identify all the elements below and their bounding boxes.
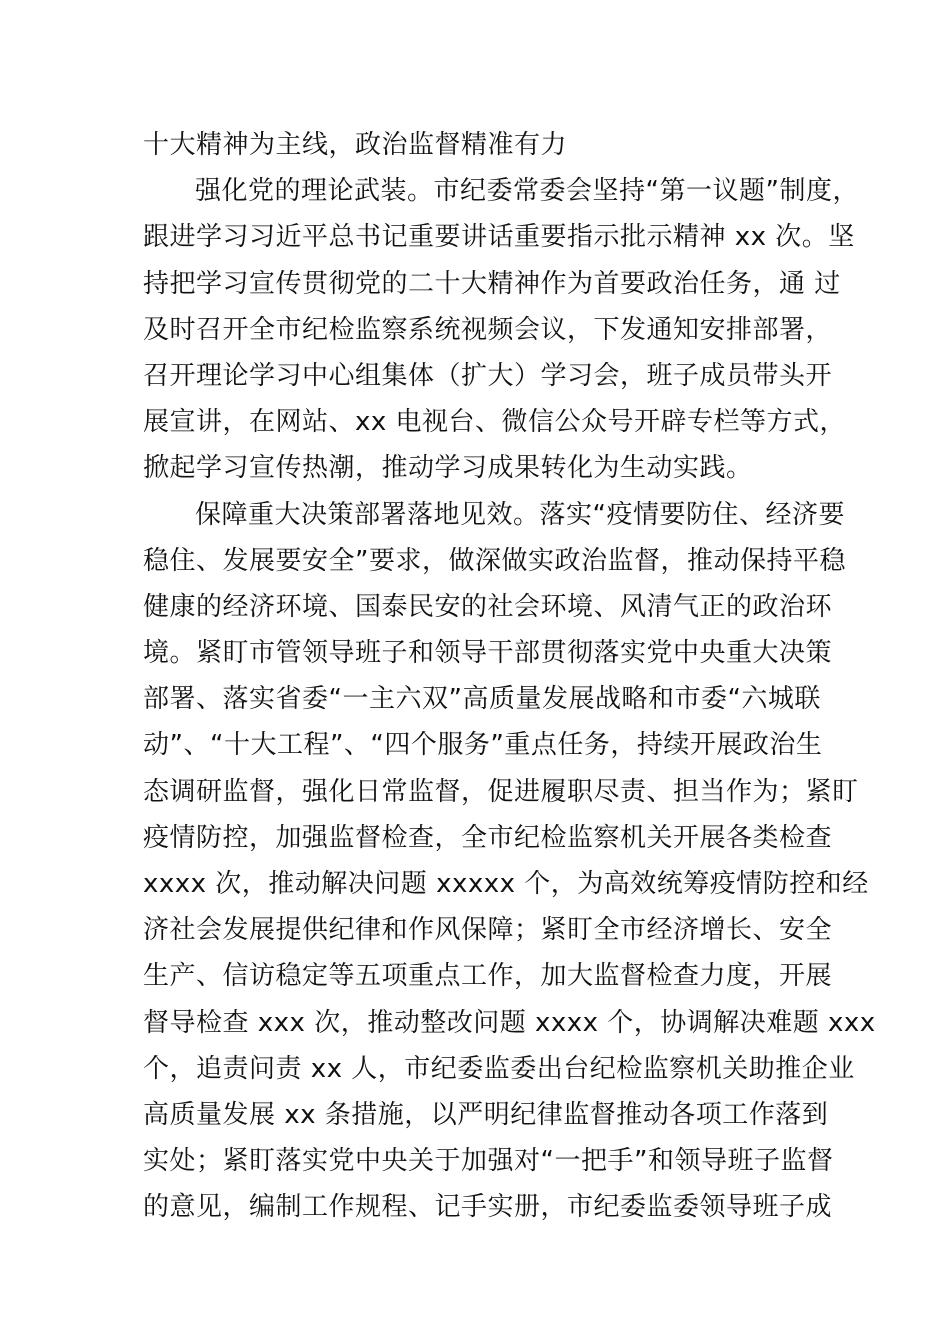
text-line: 态调研监督，强化日常监督，促进履职尽责、担当作为；紧盯 [143, 776, 859, 807]
text-line: 持把学习宣传贯彻党的二十大精神作为首要政治任务，通 过 [143, 268, 841, 299]
text-line: 跟进学习习近平总书记重要讲话重要指示批示精神 xx 次。坚 [143, 222, 855, 253]
text-line: 健康的经济环境、国泰民安的社会环境、风清气正的政治环 [143, 591, 833, 622]
text-line: 生产、信访稳定等五项重点工作，加大监督检查力度，开展 [143, 961, 833, 992]
text-line: 展宣讲，在网站、xx 电视台、微信公众号开辟专栏等方式， [143, 407, 847, 438]
text-line: 强化党的理论武装。市纪委常委会坚持“第一议题”制度， [195, 176, 859, 207]
text-line: 掀起学习宣传热潮，推动学习成果转化为生动实践。 [143, 453, 753, 484]
body-text [143, 122, 876, 1231]
text-line: 召开理论学习中心组集体（扩大）学习会，班子成员带头开 [143, 360, 833, 391]
text-line: 疫情防控，加强监督检查，全市纪检监察机关开展各类检查 [143, 822, 833, 853]
text-line: 的意见，编制工作规程、记手实册，市纪委监委领导班子成 [143, 1192, 833, 1223]
text-line: 境。紧盯市管领导班子和领导干部贯彻落实党中央重大决策 [143, 638, 833, 669]
text-line: 部署、落实省委“一主六双”高质量发展战略和市委“六城联 [143, 684, 821, 715]
text-line: 济社会发展提供纪律和作风保障；紧盯全市经济增长、安全 [143, 915, 833, 946]
text-line: 保障重大决策部署落地见效。落实“疫情要防住、经济要 [195, 499, 845, 530]
text-line: 动”、“十大工程”、“四个服务”重点任务，持续开展政治生 [143, 730, 823, 761]
text-line: 实处；紧盯落实党中央关于加强对“一把手”和领导班子监督 [143, 1146, 834, 1177]
text-line: 高质量发展 xx 条措施，以严明纪律监督推动各项工作落到 [143, 1099, 829, 1130]
text-line: 稳住、发展要安全”要求，做深做实政治监督，推动保持平稳 [143, 545, 846, 576]
text-line: 十大精神为主线，政治监督精准有力 [143, 130, 568, 160]
text-line: xxxx 次，推动解决问题 xxxxx 个，为高效统筹疫情防控和经 [143, 869, 869, 899]
text-line: 个，追责问责 xx 人，市纪委监委出台纪检监察机关助推企业 [143, 1053, 855, 1084]
text-line: 及时召开全市纪检监察系统视频会议，下发通知安排部署， [143, 314, 833, 345]
text-line: 督导检查 xxx 次，推动整改问题 xxxx 个，协调解决难题 xxx [143, 1007, 876, 1038]
